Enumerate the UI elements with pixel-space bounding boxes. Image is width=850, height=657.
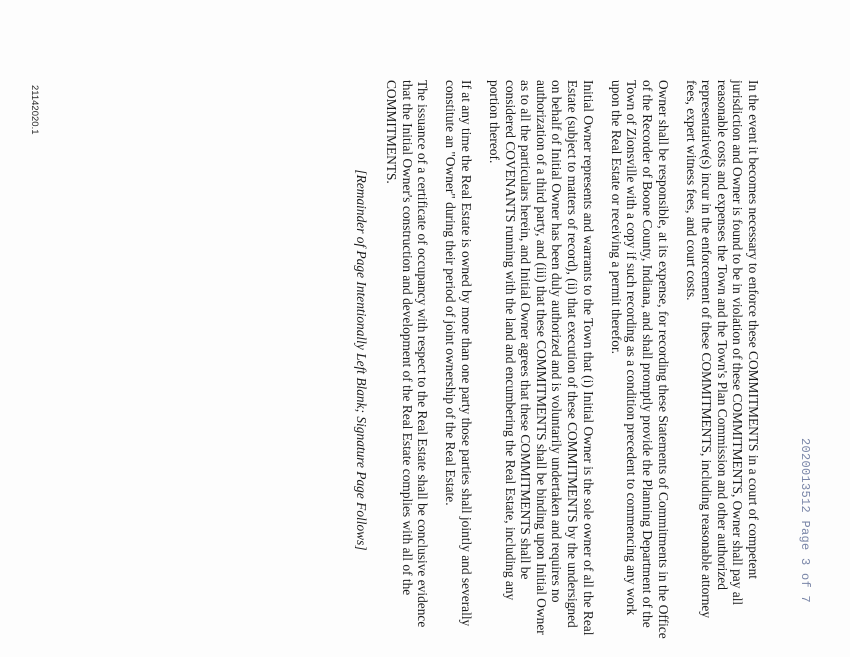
paragraph-recording: Owner shall be responsible, at its expense, for recording these Statements of Commitments in the Office of the Recorder of Boone County, Indiana, and shall promptly provide the Planning Department of the Town of Zionsville with a copy if such recording as a condition precedent to commencing any work upon the Real Estate or receiving a permit therefor. — [608, 80, 671, 639]
paragraph-joint-ownership: If at any time the Real Estate is owned by more than one party those parties shall jointly and severally constitute an "Owner" during their period of joint ownership of the Real Estate. — [443, 80, 474, 627]
paragraph-representations: Initial Owner represents and warrants to the Town that (i) Initial Owner is the sole owner of all the Real Estate (subject to matters of record), (ii) that execution of these COMMITMENTS by the undersigned on behalf of Initial Owner has been duly authorized and is voluntarily undertaken and requires no authorization of a third party, and (iii) that these COMMITMENTS shall be binding upon Initial Owner as to all the particulars herein, and Initial Owner agrees that these COMMITMENTS shall be considered COVENANTS running with the land and encumbering the Real Estate, including any portion thereof. — [487, 80, 596, 636]
paragraph-enforcement: In the event it becomes necessary to enforce these COMMITMENTS in a court of competent jurisdiction and Owner is found to be in violation of these COMMITMENTS, Owner shall pay all reasonable costs and expenses the Town and the Town's Plan Commission and other authorized representative(s) incur in the enforcement of these COMMITMENTS, including reasonable attorney fees, expert witness fees, and court costs. — [683, 80, 761, 619]
document-body — [340, 80, 761, 640]
recording-stamp: 2020013512 Page 3 of 7 — [798, 438, 812, 604]
footer-document-id: 21142020.1 — [29, 85, 40, 135]
remainder-note: [Remainder of Page Intentionally Left Blank; Signature Page Follows] — [353, 169, 369, 551]
paragraph-certificate-of-occupancy: The issuance of a certificate of occupancy with respect to the Real Estate shall be conclusive evidence that the Initial Owner's construction and development of the Real Estate complies with all of the COMMITMENTS. — [384, 80, 431, 628]
